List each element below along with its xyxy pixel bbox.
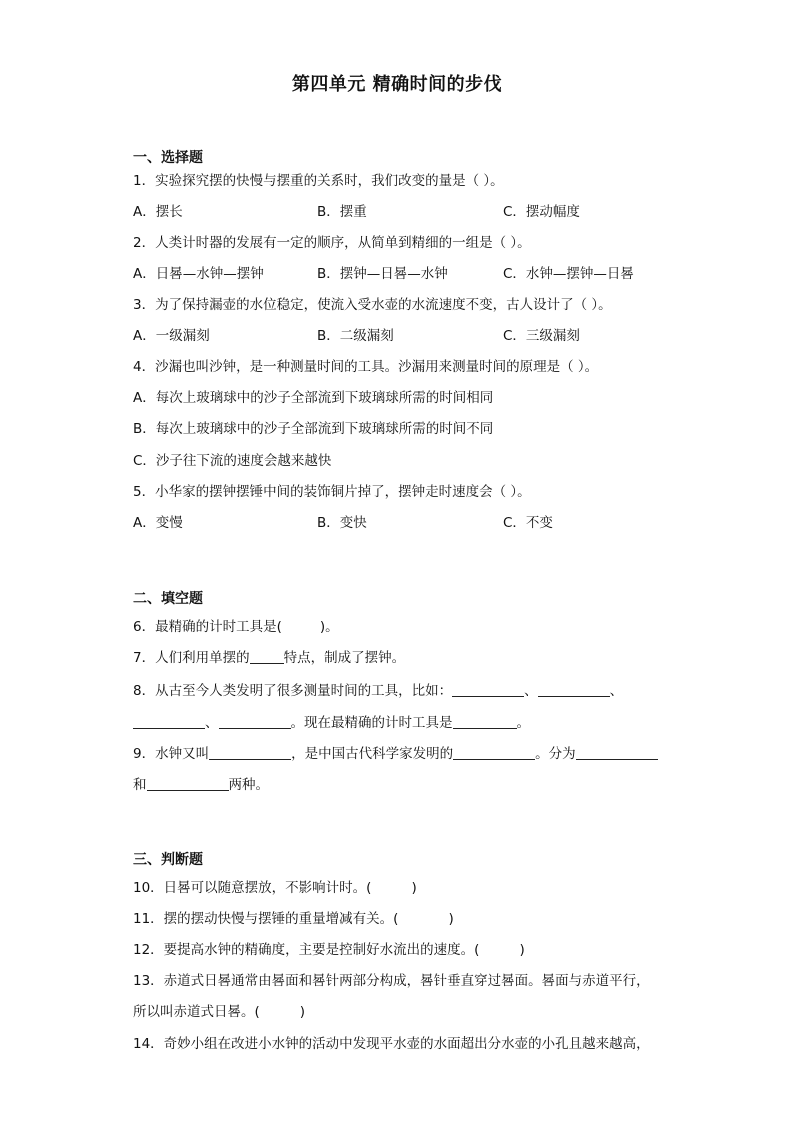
question-3-option-c: C．三级漏刻 xyxy=(503,328,580,344)
question-14-line-1: 14．奇妙小组在改进小水钟的活动中发现平水壶的水面超出分水壶的小孔且越来越高， xyxy=(133,1036,650,1052)
question-7-end: 特点，制成了摆钟。 xyxy=(283,650,406,666)
question-1-option-b: B．摆重 xyxy=(317,204,367,220)
separator: 、 xyxy=(205,715,219,731)
question-6-text: 6．最精确的计时工具是( xyxy=(133,619,282,635)
question-8-text: 8．从古至今人类发明了很多测量时间的工具，比如： xyxy=(133,683,453,699)
question-2-stem: 2．人类计时器的发展有一定的顺序，从简单到精细的一组是（ ）。 xyxy=(133,235,531,251)
question-6-end: )。 xyxy=(319,619,339,635)
separator: 、 xyxy=(609,683,624,699)
answer-blank[interactable] xyxy=(453,714,517,729)
question-8-line-1 xyxy=(133,681,623,701)
question-8-line-2 xyxy=(133,713,530,733)
question-9-end: 两种。 xyxy=(228,777,269,793)
question-7 xyxy=(133,648,405,668)
section-heading-choice: 一、选择题 xyxy=(133,150,203,166)
question-13-line-1: 13．赤道式日晷通常由晷面和晷针两部分构成，晷针垂直穿过晷面。晷面与赤道平行， xyxy=(133,973,650,989)
question-1-stem: 1．实验探究摆的快慢与摆重的关系时，我们改变的量是（ ）。 xyxy=(133,173,504,189)
question-9-text: 9．水钟又叫 xyxy=(133,746,210,762)
question-4-option-c: C．沙子往下流的速度会越来越快 xyxy=(133,453,332,469)
question-3-stem: 3．为了保持漏壶的水位稳定，使流入受水壶的水流速度不变，古人设计了（ ）。 xyxy=(133,297,612,313)
question-4-stem: 4．沙漏也叫沙钟，是一种测量时间的工具。沙漏用来测量时间的原理是（ ）。 xyxy=(133,359,599,375)
answer-blank[interactable] xyxy=(133,714,205,729)
question-4-option-b: B．每次上玻璃球中的沙子全部流到下玻璃球所需的时间不同 xyxy=(133,421,494,437)
question-9-text-2: ，是中国古代科学家发明的 xyxy=(291,746,454,762)
question-9-text-4: 和 xyxy=(133,777,147,793)
answer-blank[interactable] xyxy=(250,649,284,664)
question-6 xyxy=(133,617,339,637)
question-1-option-a: A．摆长 xyxy=(133,204,183,220)
section-heading-judge: 三、判断题 xyxy=(133,852,203,868)
separator: 、 xyxy=(524,683,538,699)
question-9-text-3: 。分为 xyxy=(535,746,576,762)
question-13-end: ) xyxy=(299,1004,306,1020)
question-8-text-2: 。现在最精确的计时工具是 xyxy=(290,715,453,731)
question-3-option-a: A．一级漏刻 xyxy=(133,328,210,344)
question-13-line-2 xyxy=(133,1002,305,1022)
question-12 xyxy=(133,940,525,960)
answer-blank[interactable] xyxy=(209,745,291,760)
question-13-text: 所以叫赤道式日晷。( xyxy=(133,1004,260,1020)
question-2-option-b: B．摆钟—日晷—水钟 xyxy=(317,266,448,282)
question-5-option-a: A．变慢 xyxy=(133,515,183,531)
answer-blank[interactable] xyxy=(452,682,524,697)
question-10 xyxy=(133,878,417,898)
question-4-option-a: A．每次上玻璃球中的沙子全部流到下玻璃球所需的时间相同 xyxy=(133,390,494,406)
answer-blank[interactable] xyxy=(219,714,291,729)
question-11-end: ) xyxy=(448,911,454,927)
section-heading-fill: 二、填空题 xyxy=(133,591,203,607)
question-3-option-b: B．二级漏刻 xyxy=(317,328,394,344)
question-8-end: 。 xyxy=(516,715,530,731)
question-12-text: 12．要提高水钟的精确度，主要是控制好水流出的速度。( xyxy=(133,942,480,958)
question-12-end: ) xyxy=(519,942,525,958)
question-5-stem: 5．小华家的摆钟摆锤中间的装饰铜片掉了，摆钟走时速度会（ ）。 xyxy=(133,484,531,500)
question-10-text: 10．日晷可以随意摆放，不影响计时。( xyxy=(133,880,372,896)
answer-blank[interactable] xyxy=(147,776,229,791)
question-11 xyxy=(133,909,454,929)
question-5-option-c: C．不变 xyxy=(503,515,553,531)
answer-blank[interactable] xyxy=(576,745,658,760)
question-2-option-a: A．日晷—水钟—摆钟 xyxy=(133,266,264,282)
question-1-option-c: C．摆动幅度 xyxy=(503,204,580,220)
question-2-option-c: C．水钟—摆钟—日晷 xyxy=(503,266,634,282)
question-11-text: 11．摆的摆动快慢与摆锤的重量增减有关。( xyxy=(133,911,399,927)
question-9-line-1 xyxy=(133,744,658,764)
question-10-end: ) xyxy=(411,880,417,896)
question-9-line-2 xyxy=(133,775,269,795)
question-5-option-b: B．变快 xyxy=(317,515,367,531)
answer-blank[interactable] xyxy=(538,682,610,697)
page-title: 第四单元 精确时间的步伐 xyxy=(291,74,503,95)
answer-blank[interactable] xyxy=(453,745,535,760)
question-7-text: 7．人们利用单摆的 xyxy=(133,650,250,666)
